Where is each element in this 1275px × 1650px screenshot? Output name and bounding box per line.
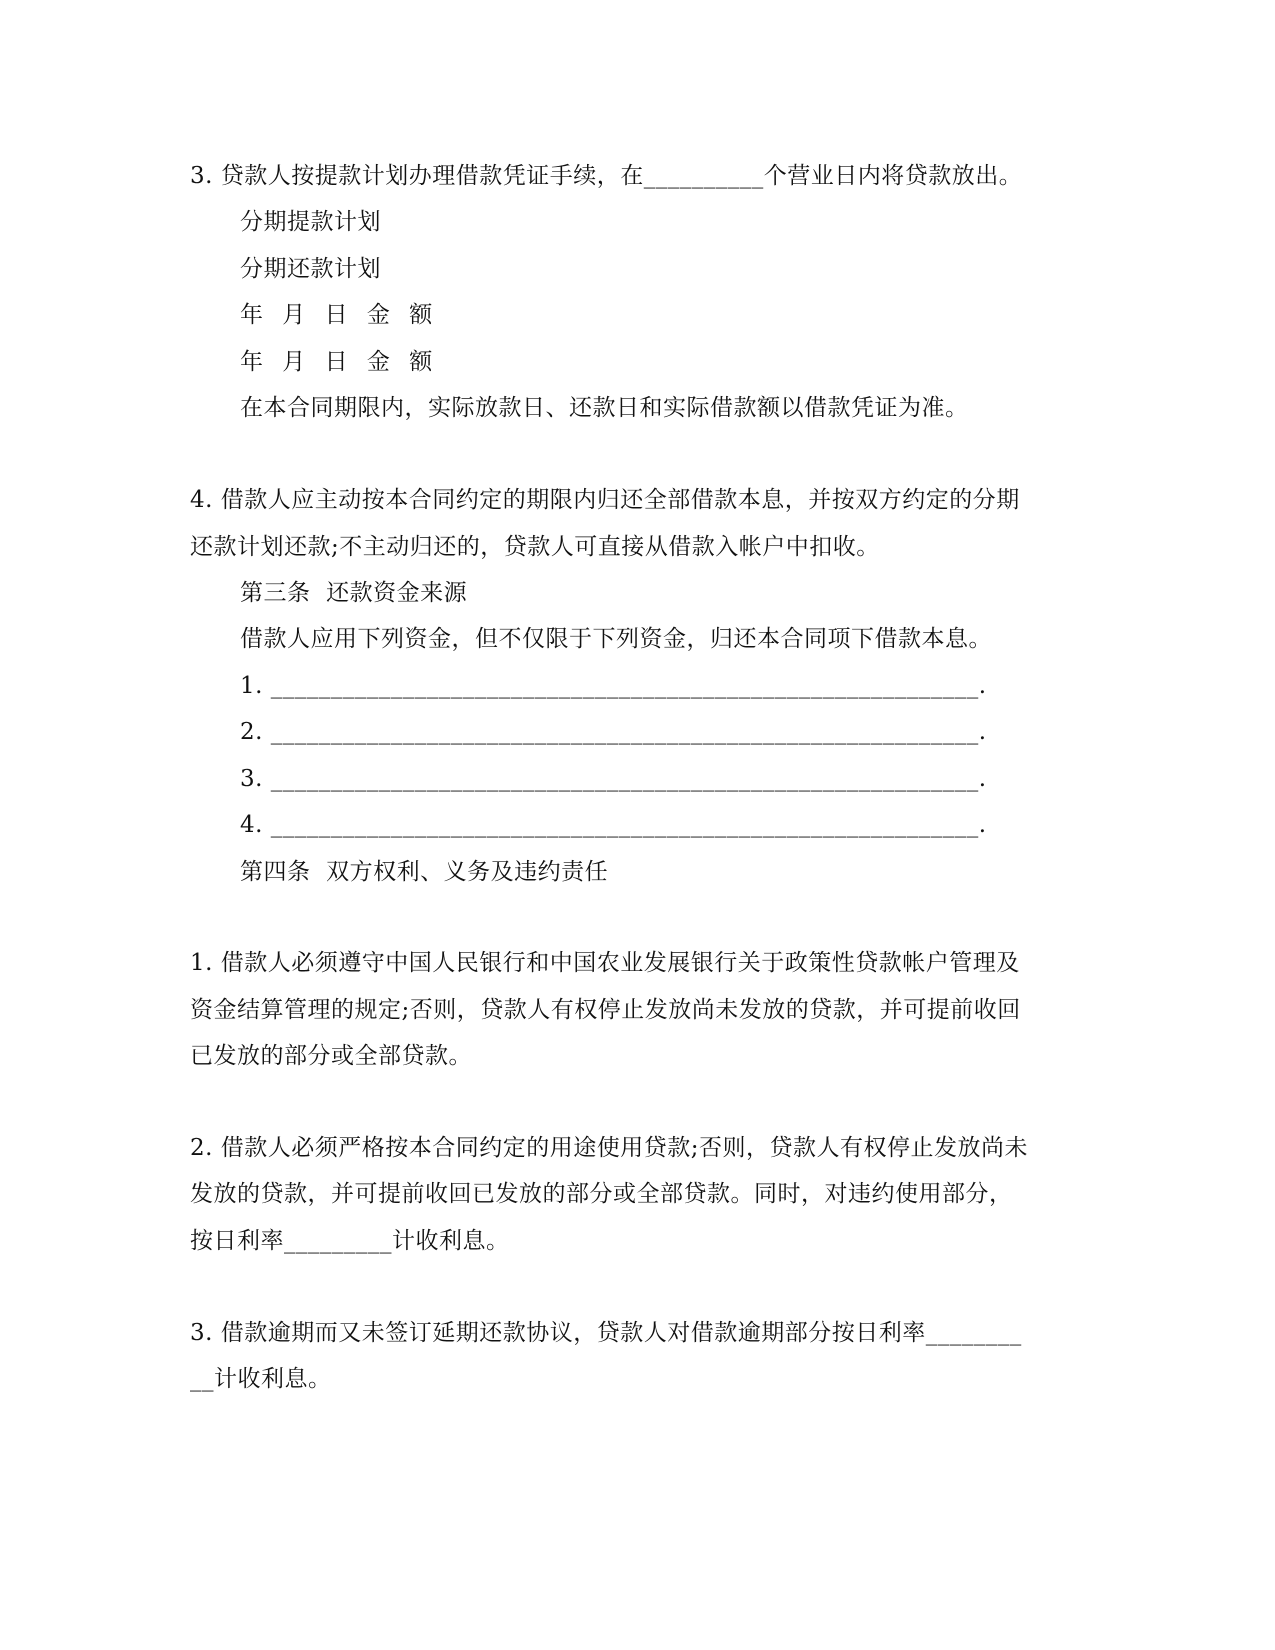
repayment-plan-heading: 分期还款计划 [240,256,381,282]
clause-2-line-2: 发放的贷款，并可提前收回已发放的部分或全部贷款。同时，对违约使用部分， [190,1181,1013,1207]
clause-3-line-2: __计收利息。 [190,1366,332,1392]
clause-2-line-3: 按日利率_________计收利息。 [190,1228,510,1254]
clause-1-line-3: 已发放的部分或全部贷款。 [190,1043,472,1069]
clause-1-line-1: 1. 借款人必须遵守中国人民银行和中国农业发展银行关于政策性贷款帐户管理及 [190,950,1020,976]
date-amount-row-1: 年 月 日 金 额 [240,302,439,328]
article-3-intro: 借款人应用下列资金，但不仅限于下列资金，归还本合同项下借款本息。 [240,626,992,652]
date-amount-row-2: 年 月 日 金 额 [240,349,439,375]
paragraph-3-line-1: 3. 贷款人按提款计划办理借款凭证手续，在__________个营业日内将贷款放出。 [190,163,1023,189]
paragraph-4-line-2: 还款计划还款;不主动归还的，贷款人可直接从借款入帐户中扣收。 [190,534,880,560]
article-3-heading: 第三条 还款资金来源 [240,580,468,606]
loan-voucher-note: 在本合同期限内，实际放款日、还款日和实际借款额以借款凭证为准。 [240,395,969,421]
clause-2-line-1: 2. 借款人必须严格按本合同约定的用途使用贷款;否则，贷款人有权停止发放尚未 [190,1135,1029,1161]
clause-1-line-2: 资金结算管理的规定;否则，贷款人有权停止发放尚未发放的贷款，并可提前收回 [190,997,1021,1023]
article-4-heading: 第四条 双方权利、义务及违约责任 [240,859,609,885]
clause-3-line-1: 3. 借款逾期而又未签订延期还款协议，贷款人对借款逾期部分按日利率________ [190,1320,1022,1346]
drawdown-plan-heading: 分期提款计划 [240,209,381,235]
fund-source-blank-1: 1. ___________________________________________________________. [240,673,987,699]
paragraph-4-line-1: 4. 借款人应主动按本合同约定的期限内归还全部借款本息，并按双方约定的分期 [190,487,1020,513]
fund-source-blank-4: 4. ___________________________________________________________. [240,812,987,838]
fund-source-blank-2: 2. ___________________________________________________________. [240,719,987,745]
fund-source-blank-3: 3. ___________________________________________________________. [240,766,987,792]
